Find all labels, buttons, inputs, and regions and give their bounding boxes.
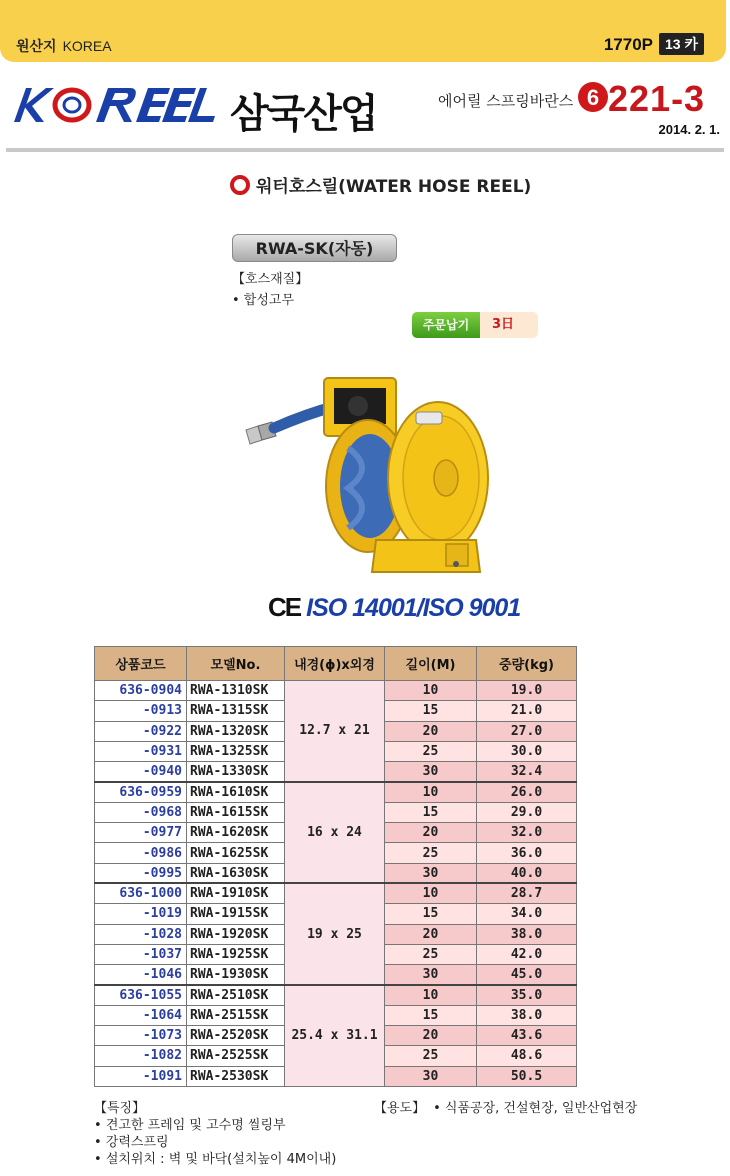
cell-weight: 43.6 [477,1026,577,1046]
category-number: 221-3 [608,78,706,119]
spec-table-header-row [95,647,577,681]
cell-model: RWA-1325SK [187,741,285,761]
cell-model: RWA-1315SK [187,701,285,721]
cell-model: RWA-1915SK [187,904,285,924]
cell-product-code: -0931 [95,741,187,761]
cell-model: RWA-1320SK [187,721,285,741]
cell-length: 20 [385,823,477,843]
cell-length: 30 [385,1066,477,1086]
cell-length: 15 [385,802,477,822]
cell-length: 25 [385,1046,477,1066]
product-title-text: 워터호스릴(WATER HOSE REEL) [256,177,532,197]
cell-model: RWA-1925SK [187,944,285,964]
cell-model: RWA-2520SK [187,1026,285,1046]
cell-length: 20 [385,924,477,944]
cell-length: 20 [385,721,477,741]
cell-product-code: -1046 [95,965,187,985]
cell-product-code: 636-1000 [95,883,187,903]
cell-weight: 48.6 [477,1046,577,1066]
cell-dimension: 16 x 24 [285,782,385,883]
cell-model: RWA-2510SK [187,985,285,1005]
page-code [604,33,704,55]
cell-weight: 28.7 [477,883,577,903]
model-group-badge: RWA-SK(자동) [232,234,397,262]
cell-model: RWA-1930SK [187,965,285,985]
cell-length: 15 [385,1005,477,1025]
cell-length: 20 [385,1026,477,1046]
cell-length: 10 [385,782,477,802]
cell-model: RWA-1615SK [187,802,285,822]
cell-product-code: 636-0904 [95,681,187,701]
cell-weight: 40.0 [477,863,577,883]
cell-length: 25 [385,843,477,863]
cell-product-code: -1073 [95,1026,187,1046]
category-label: 에어릴 스프링바란스 [438,92,574,110]
material-heading: 【호스재질】 [232,272,309,287]
cell-dimension: 19 x 25 [285,883,385,984]
cell-product-code: -0940 [95,762,187,782]
cell-model: RWA-1920SK [187,924,285,944]
company-name: 삼국산업 [230,91,377,137]
table-row [95,883,577,903]
feature-item: • 설치위치 : 벽 및 바닥(설치높이 4M이내) [94,1151,336,1168]
features-list [94,1117,336,1168]
cell-weight: 30.0 [477,741,577,761]
catalog-number [578,78,705,120]
delivery-badge [412,312,538,338]
cell-model: RWA-1310SK [187,681,285,701]
brand-row [0,64,730,154]
ring-icon [230,175,250,195]
col-header-code: 상품코드 [95,647,187,681]
header-divider [6,148,724,152]
col-header-weight: 중량(kg) [477,647,577,681]
cell-weight: 50.5 [477,1066,577,1086]
cell-weight: 38.0 [477,1005,577,1025]
cell-product-code: -0995 [95,863,187,883]
cell-model: RWA-2530SK [187,1066,285,1086]
delivery-label: 주문납기 [412,312,480,338]
origin-label-text: 원산지 [16,39,57,55]
feature-item: • 강력스프링 [94,1134,336,1151]
cell-product-code: -0977 [95,823,187,843]
cell-product-code: -1019 [95,904,187,924]
features-heading: 【특징】 [94,1101,146,1116]
origin-label [16,36,112,56]
issue-date: 2014. 2. 1. [658,122,720,137]
cell-weight: 19.0 [477,681,577,701]
cell-weight: 42.0 [477,944,577,964]
delivery-value: 3日 [480,312,538,338]
cell-product-code: 636-0959 [95,782,187,802]
cell-model: RWA-1610SK [187,782,285,802]
cell-length: 15 [385,904,477,924]
cell-product-code: -1028 [95,924,187,944]
cell-length: 15 [385,701,477,721]
origin-country: KOREA [62,38,112,54]
cell-product-code: -0922 [95,721,187,741]
header-bar [0,0,726,62]
cell-length: 10 [385,681,477,701]
category-circle: 6 [578,82,608,112]
iso-cert: ISO 14001/ISO 9001 [306,594,521,622]
spec-table-body [95,681,577,1087]
cell-weight: 29.0 [477,802,577,822]
cell-weight: 27.0 [477,721,577,741]
cell-product-code: -0968 [95,802,187,822]
koreel-logo [10,78,220,132]
table-row [95,985,577,1005]
cell-weight: 32.4 [477,762,577,782]
cell-weight: 35.0 [477,985,577,1005]
cell-model: RWA-1910SK [187,883,285,903]
spec-table [94,646,577,1087]
cell-product-code: 636-1055 [95,985,187,1005]
cell-length: 10 [385,883,477,903]
cell-product-code: -1037 [95,944,187,964]
table-row [95,681,577,701]
cell-weight: 26.0 [477,782,577,802]
cell-product-code: -0986 [95,843,187,863]
cell-model: RWA-2525SK [187,1046,285,1066]
cell-product-code: -1082 [95,1046,187,1066]
cell-weight: 45.0 [477,965,577,985]
feature-item: • 견고한 프레임 및 고수명 씰링부 [94,1117,336,1134]
cell-length: 30 [385,762,477,782]
cell-dimension: 12.7 x 21 [285,681,385,782]
cell-weight: 21.0 [477,701,577,721]
col-header-dimension: 내경(ϕ)x외경 [285,647,385,681]
usage-label: 【용도】 [374,1101,426,1116]
cell-weight: 36.0 [477,843,577,863]
cell-product-code: -1091 [95,1066,187,1086]
cell-weight: 38.0 [477,924,577,944]
cell-weight: 34.0 [477,904,577,924]
cell-product-code: -1064 [95,1005,187,1025]
table-row [95,782,577,802]
product-title [230,172,531,197]
cell-model: RWA-1620SK [187,823,285,843]
material-value: • 합성고무 [232,293,295,308]
cell-model: RWA-1625SK [187,843,285,863]
cell-model: RWA-1630SK [187,863,285,883]
cell-model: RWA-1330SK [187,762,285,782]
cell-weight: 32.0 [477,823,577,843]
cell-model: RWA-2515SK [187,1005,285,1025]
cell-length: 10 [385,985,477,1005]
ce-mark: CE [268,592,301,622]
cell-length: 25 [385,944,477,964]
usage-section [374,1097,637,1116]
cell-length: 30 [385,965,477,985]
col-header-model: 모델No. [187,647,285,681]
card-badge: 13 카 [659,33,704,55]
usage-value: • 식품공장, 건설현장, 일반산업현장 [433,1101,638,1116]
cell-length: 30 [385,863,477,883]
cell-dimension: 25.4 x 31.1 [285,985,385,1086]
cell-length: 25 [385,741,477,761]
certifications [268,592,520,623]
col-header-length: 길이(M) [385,647,477,681]
hose-reel-image [236,368,506,583]
page-code-text: 1770P [603,35,653,54]
cell-product-code: -0913 [95,701,187,721]
